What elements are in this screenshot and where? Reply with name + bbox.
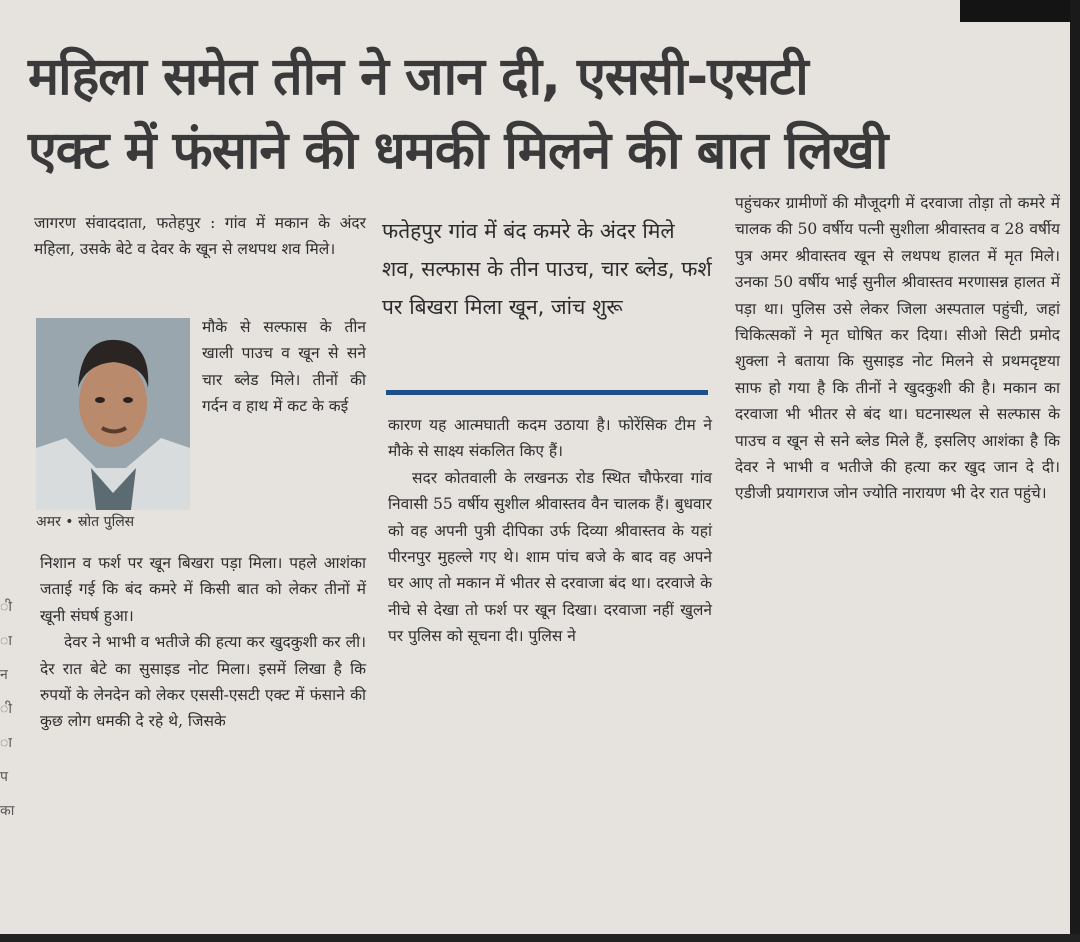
person-photo-icon: [36, 318, 190, 510]
margin-fragment: ा: [0, 633, 12, 649]
scan-edge-corner: [960, 0, 1080, 22]
divider-rule: [386, 390, 708, 395]
headline-line-1: महिला समेत तीन ने जान दी, एससी-एसटी: [28, 47, 808, 107]
margin-fragment: ा: [0, 735, 12, 751]
scan-edge-bottom: [0, 934, 1080, 942]
col3-paragraph-1: पहुंचकर ग्रामीणों की मौजूदगी में दरवाजा तोड़ा तो कमरे में चालक की 50 वर्षीय पत्नी सुशीला श्रीवास्तव व 28 वर्षीय पुत्र अमर श्रीवास्तव खून से लथपथ हालत में मृत मिले। उनका 50 वर्षीय भाई सुनील श्रीवास्तव मरणासन्न हालत में पड़ा था। पुलिस उसे लेकर जिला अस्पताल पहुंची, जहां चिकित्सकों ने मृत घोषित कर दिया। सीओ सिटी प्रमोद शुक्ला ने बताया कि सुसाइड नोट मिलने से प्रथमदृष्टया साफ हो गया है कि तीनों ने खुदकुशी की है। मकान का दरवाजा भी भीतर से बंद था। घटनास्थल से सल्फास के पाउच व खून से सने ब्लेड मिले हैं, इसलिए आशंका है कि देवर ने भाभी व भतीजे की हत्या कर खुद जान दे दी। एडीजी प्रयागराज जोन ज्योति नारायण भी देर रात पहुंचे।: [735, 194, 1060, 503]
sub-headline-deck: फतेहपुर गांव में बंद कमरे के अंदर मिले शव, सल्फास के तीन पाउच, चार ब्लेड, फर्श पर बिखरा मिला खून, जांच शुरू: [382, 219, 712, 319]
intro-paragraph: जागरण संवाददाता, फतेहपुर : गांव में मकान के अंदर महिला, उसके बेटे व देवर के खून से लथपथ शव मिले।: [34, 214, 366, 259]
margin-fragment: प: [0, 769, 8, 785]
column-3-body: [735, 190, 1060, 507]
column-1-body: [40, 550, 366, 735]
headline: [28, 40, 1058, 188]
person-photo: [36, 318, 190, 510]
scan-edge-right: [1070, 0, 1080, 942]
col2-paragraph-2: सदर कोतवाली के लखनऊ रोड स्थित चौफेरवा गांव निवासी 55 वर्षीय सुशील श्रीवास्तव वैन चालक हैं। बुधवार को वह अपनी पुत्री दीपिका उर्फ दिव्या श्रीवास्तव के यहां पीरनपुर मुहल्ले गए थे। शाम पांच बजे के बाद वह अपने घर आए तो मकान में भीतर से दरवाजा बंद था। दरवाजे के नीचे से देखा तो फर्श पर खून दिखा। दरवाजा नहीं खुलने पर पुलिस को सूचना दी। पुलिस ने: [388, 468, 712, 646]
photo-caption: अमर • स्रोत पुलिस: [36, 514, 135, 530]
column-1-intro: [34, 210, 366, 263]
headline-line-2: एक्ट में फंसाने की धमकी मिलने की बात लिखी: [28, 121, 888, 181]
left-margin-fragments: [0, 590, 18, 828]
margin-fragment: का: [0, 803, 15, 819]
col2-paragraph-1: कारण यह आत्मघाती कदम उठाया है। फोरेंसिक टीम ने मौके से साक्ष्य संकलित किए हैं।: [388, 416, 712, 461]
wrap-paragraph: मौके से सल्फास के तीन खाली पाउच व खून से सने चार ब्लेड मिले। तीनों की गर्दन व हाथ में कट के कई: [202, 318, 366, 416]
body-continuation: निशान व फर्श पर खून बिखरा पड़ा मिला। पहले आशंका जताई गई कि बंद कमरे में किसी बात को लेकर तीनों में खूनी संघर्ष हुआ।: [40, 554, 366, 625]
margin-fragment: न: [0, 667, 8, 683]
column-2-body: [388, 412, 712, 650]
column-1-wrap: [202, 314, 366, 420]
margin-fragment: ी: [0, 599, 12, 615]
margin-fragment: ी: [0, 701, 12, 717]
body-paragraph-2: देवर ने भाभी व भतीजे की हत्या कर खुदकुशी कर ली। देर रात बेटे का सुसाइड नोट मिला। इसमें लिखा है कि रुपयों के लेनदेन को लेकर एससी-एसटी एक्ट में फंसाने की कुछ लोग धमकी दे रहे थे, जिसके: [40, 633, 366, 731]
